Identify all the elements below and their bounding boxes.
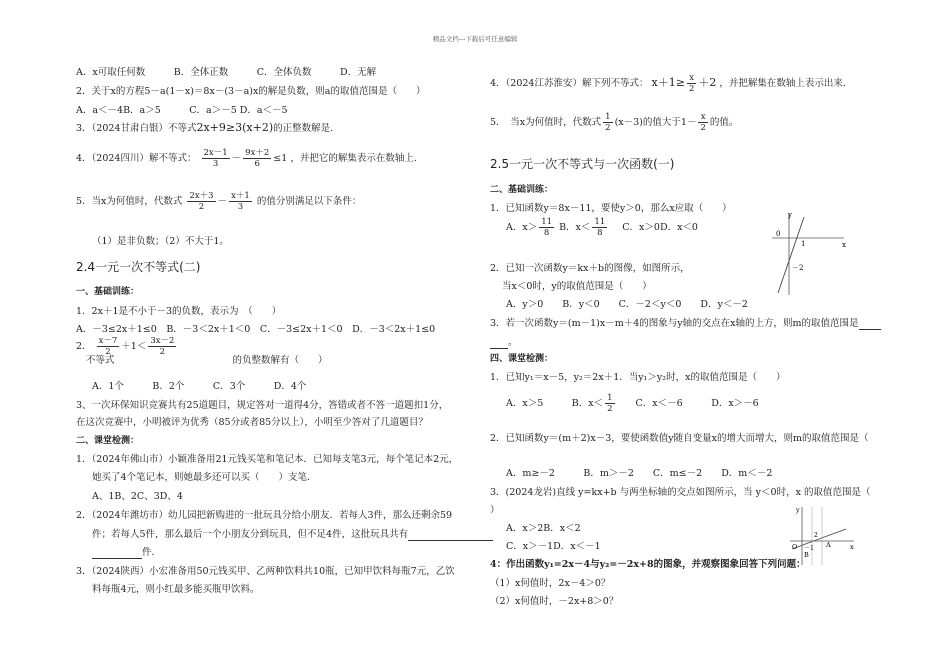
fraction: $\frac{x}{2}$ (688, 73, 695, 94)
question-3: 3、一次环保知识竞赛共有25道题目，规定答对一道得4分，答错或者不答一道题扣1分， (76, 400, 449, 411)
fraction: $\frac{1}{2}$ (607, 393, 613, 414)
question-2-cont (92, 526, 493, 541)
question-text: 件；若每人5件，那么最后一个小朋友分到玩具，但不足4件，这批玩具共有 (92, 529, 409, 540)
answer-blank[interactable] (408, 529, 493, 541)
answer-blank[interactable] (490, 337, 508, 349)
origin-label: O (792, 543, 798, 551)
options-line: C．x＞－1D．x＜－1 (506, 541, 601, 552)
y-axis-label: y (796, 506, 800, 514)
question-text: 4．（2024江苏淮安）解下列不等式： (490, 78, 649, 89)
question-2: 2．已知一次函数y＝kx＋b的图像，如图所示， (490, 263, 690, 274)
origin-label: 0 (776, 230, 781, 238)
question-5 (76, 191, 361, 212)
question-text: ，并把解集在数轴上表示出来． (719, 78, 853, 89)
fraction: $\frac{x}{2}$ (700, 112, 706, 133)
question-text: 。 (508, 337, 518, 348)
question-4: 4：作出函数y₁=2x－4与y₂=－2x+8的图象，并观察图象回答下列问题： (490, 559, 806, 570)
question-2-cont (92, 544, 161, 559)
question-text: 的值分别满足以下条件： (256, 196, 362, 207)
question-4-part-1: （1）x何值时，2x－4＞0？ (490, 578, 611, 589)
question-number: 2． (76, 341, 92, 352)
option-text: C．x＞0D．x＜0 (622, 222, 698, 233)
question-text: 不等式 (86, 355, 115, 366)
question-4 (76, 148, 417, 169)
question-2: 2．（2024年潍坊市）幼儿园把新购进的一批玩具分给小朋友．若每人3件，那么还剩余59 (76, 510, 453, 521)
answer-blank[interactable] (859, 318, 881, 330)
option-text: C．x＜－6 D．x＞－6 (616, 398, 759, 409)
fraction: $\frac{9x+2}{6}$ (245, 148, 270, 169)
question-text: 的值大于1－ (642, 117, 697, 128)
question-1: 1．已知y₁＝x－5，y₂＝2x＋1．当y₁＞y₂时，x的取值范围是（ ） (490, 372, 786, 383)
question-5 (490, 112, 738, 133)
question-2-text (86, 352, 328, 366)
math-expression: x＋1≥ (651, 76, 685, 89)
options-line (506, 217, 698, 238)
question-text: ，并把它的解集表示在数轴上. (290, 153, 417, 164)
question-3 (490, 315, 881, 330)
math-expression: 2x+9≥3(x+2) (196, 121, 274, 134)
math-operator: － (231, 153, 242, 164)
subsection-title: 一、基础训练： (76, 287, 140, 297)
conditions-line: （1）是非负数；（2）不大于1。 (92, 236, 229, 247)
fraction: $\frac{2x-1}{3}$ (203, 148, 228, 169)
question-text: 件． (142, 547, 162, 558)
function-line (778, 217, 804, 293)
option-text: A．x＞ (506, 222, 538, 233)
question-2-cont: 当x＜0时，y的取值范围是（ ） (502, 281, 652, 292)
math-operator: － (217, 196, 228, 207)
options-line (506, 393, 759, 414)
question-text: 5．当x为何值时，代数式 (76, 196, 183, 207)
tick-label: 2 (814, 532, 818, 539)
question-text: 的值。 (709, 117, 739, 128)
section-title: 2.4一元一次不等式(二) (76, 260, 201, 274)
options-line: A．x可取任何数 B．全体正数 C．全体负数 D．无解 (76, 67, 377, 78)
fraction: $\frac{x+1}{3}$ (231, 191, 250, 212)
x-axis-label: x (842, 241, 846, 249)
section-title: 2.5一元一次不等式与一次函数(一) (490, 157, 675, 171)
question-1-cont: 她买了4个笔记本，则她最多还可以买（ ）支笔． (92, 472, 317, 483)
question-2: 2．已知函数y＝(m＋2)x－3，要使函数值y随自变量x的增大而增大，则m的取值范围是（ (490, 433, 869, 444)
options-line: A．y＞0 B．y＜0 C．－2＜y＜0 D．y＜－2 (506, 299, 748, 310)
options-line: A．－3≤2x＋1≤0 B．－3＜2x＋1＜0 C．－3≤2x＋1＜0 D．－3＜2x＋1≤0 (76, 324, 436, 335)
question-4-part-2: （2）x何值时，－2x+8＞0？ (490, 596, 619, 607)
subsection-title: 四、课堂检测： (490, 354, 554, 364)
question-3-cont (490, 334, 518, 349)
fraction: $\frac{x-7}{2}$ (98, 336, 118, 357)
question-text: 的负整数解有（ ） (232, 355, 328, 366)
fraction: $\frac{11}{8}$ (594, 217, 606, 238)
question-3-cont: ） (490, 505, 500, 516)
point-label: A (826, 541, 831, 549)
tick-label: －2 (792, 264, 804, 272)
fraction: $\frac{2x+3}{2}$ (189, 191, 214, 212)
question-1: 1．（2024年佛山市）小颖准备用21元钱买笔和笔记本．已知每支笔3元，每个笔记本2元， (76, 454, 459, 465)
math-expression: (x－3) (614, 117, 643, 128)
option-text: B．x＜ (559, 222, 591, 233)
options-line: A．a＜－4B．a＞5 C．a＞－5 D．a＜－5 (76, 105, 288, 116)
function-line (792, 529, 846, 549)
question-4 (490, 73, 852, 94)
question-1: 1．已知函数y＝8x－11，要使y＞0，那么x应取（ ） (490, 203, 732, 214)
tick-label: －1 (804, 545, 814, 552)
options-line: A．x＞2B．x＜2 (506, 523, 581, 534)
y-axis-label: y (788, 211, 792, 219)
math-expression: ＋2 (698, 76, 717, 89)
fraction: $\frac{1}{2}$ (605, 112, 611, 133)
question-3: 3．(2024龙岩)直线 y=kx+b 与两坐标轴的交点如图所示，当 y＜0时，x 的取值范围是（ (490, 487, 871, 498)
line-intersect-graph (788, 505, 860, 567)
subsection-title: 二、基础训练： (490, 185, 554, 195)
x-axis-label: x (850, 543, 854, 551)
linear-function-graph (770, 205, 850, 305)
question-text: 3．若一次函数y＝(m－1)x－m＋4的图象与y轴的交点在x轴的上方，则m的取值范围是 (490, 318, 859, 329)
math-operator: ≤1 (273, 153, 288, 164)
question-3-cont: 在这次竞赛中，小明被评为优秀（85分或者85分以上），小明至少答对了几道题目？ (76, 417, 428, 428)
question-3-cont: 料每瓶4元，则小红最多能买瓶甲饮料。 (92, 584, 260, 595)
question-text: 的正整数解是. (273, 123, 334, 134)
options-line: A．1个 B．2个 C．3个 D．4个 (92, 381, 307, 392)
option-text: A．x＞5 B．x＜ (506, 398, 604, 409)
subsection-title: 二、课堂检测： (76, 436, 140, 446)
answer-blank[interactable] (92, 547, 142, 559)
fraction: $\frac{11}{8}$ (541, 217, 553, 238)
options-line: A、1B、2C、3D、4 (92, 491, 183, 502)
question-text: 4．（2024四川）解不等式： (76, 153, 197, 164)
question-1: 1．2x＋1是不小于－3的负数，表示为 （ ） (76, 306, 282, 317)
page-header: 精品文档---下载后可任意编辑 (432, 35, 518, 43)
question-text: 5． 当x为何值时，代数式 (490, 117, 602, 128)
fraction: $\frac{3x-2}{2}$ (150, 336, 175, 357)
options-line: A．m≥－2 B．m＞－2 C．m≤－2 D．m＜－2 (506, 468, 773, 479)
question-2: 2．关于x的方程5－a(1－x)＝8x－(3－a)x的解是负数，则a的取值范围是（ ） (76, 86, 426, 97)
tick-label: 1 (801, 240, 806, 248)
question-text: 3．（2024甘肃白银）不等式 (76, 123, 197, 134)
question-3 (76, 120, 333, 134)
question-3: 3．（2024陕西）小宏准备用50元钱买甲、乙两种饮料共10瓶，已知甲饮料每瓶7元，乙饮 (76, 566, 455, 577)
point-label: B (804, 551, 809, 559)
math-operator: ＋1＜ (121, 341, 147, 352)
